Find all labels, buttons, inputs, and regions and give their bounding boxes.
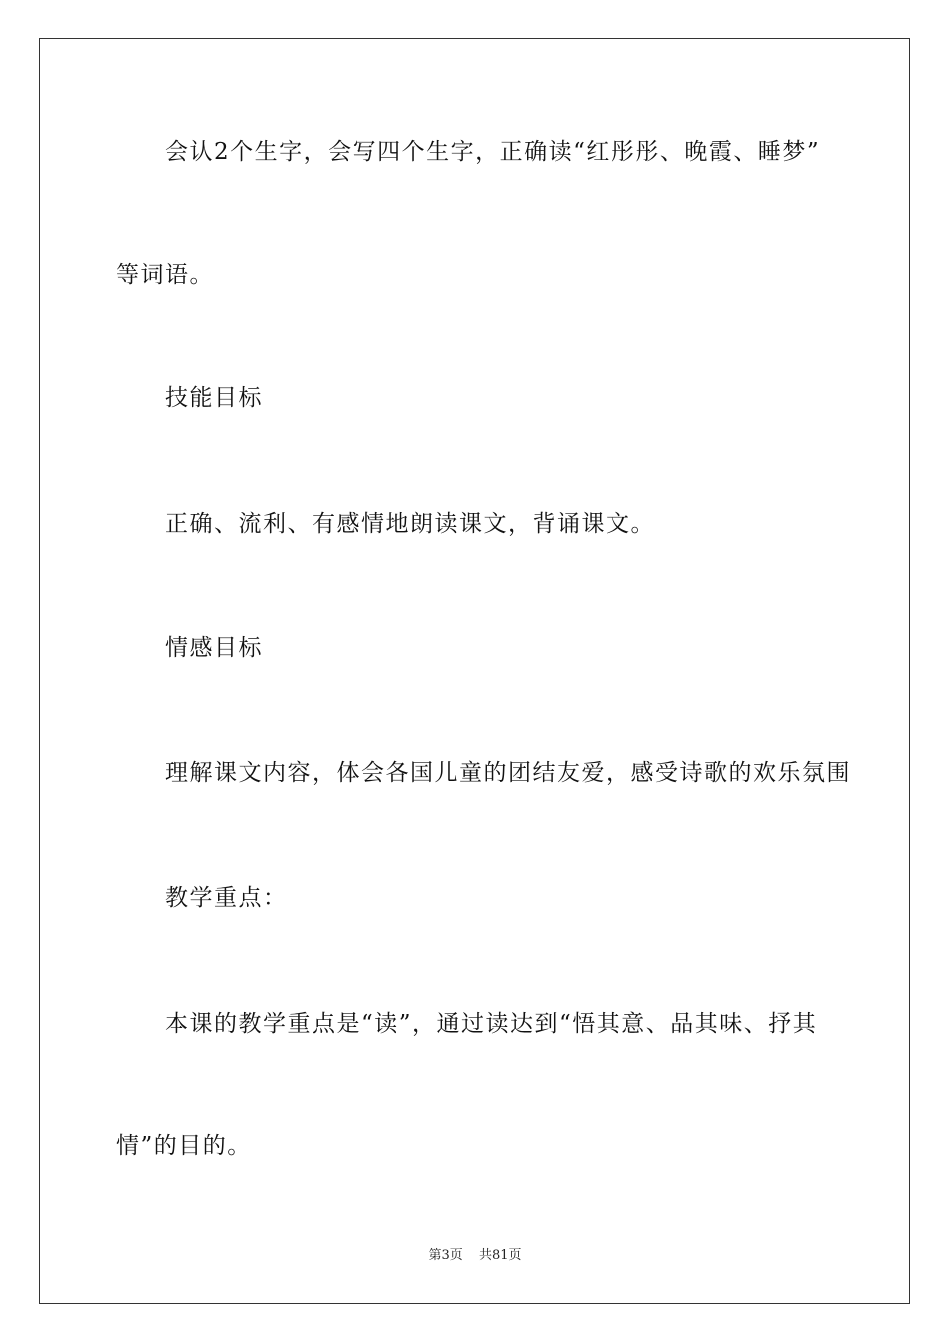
heading-teaching-focus: 教学重点： [165,885,288,911]
page-total: 共81页 [478,1248,522,1263]
paragraph-teaching-focus-line-1: 本课的教学重点是“读”，通过读达到“悟其意、品其味、抒其 [165,1011,818,1037]
page-footer [0,1247,950,1265]
paragraph-1-line-2: 等词语。 [116,262,214,288]
page-number: 第3页 [428,1248,463,1263]
paragraph-teaching-focus-line-2: 情”的目的。 [116,1133,252,1159]
heading-emotion-goal: 情感目标 [165,635,263,661]
paragraph-1-line-1: 会认2个生字，会写四个生字，正确读“红彤彤、晚霞、睡梦” [165,139,821,165]
paragraph-emotion-goal: 理解课文内容，体会各国儿童的团结友爱，感受诗歌的欢乐氛围 [165,760,851,786]
paragraph-skill-goal: 正确、流利、有感情地朗读课文，背诵课文。 [165,511,655,537]
heading-skill-goal: 技能目标 [165,385,263,411]
page-border [39,38,910,1304]
